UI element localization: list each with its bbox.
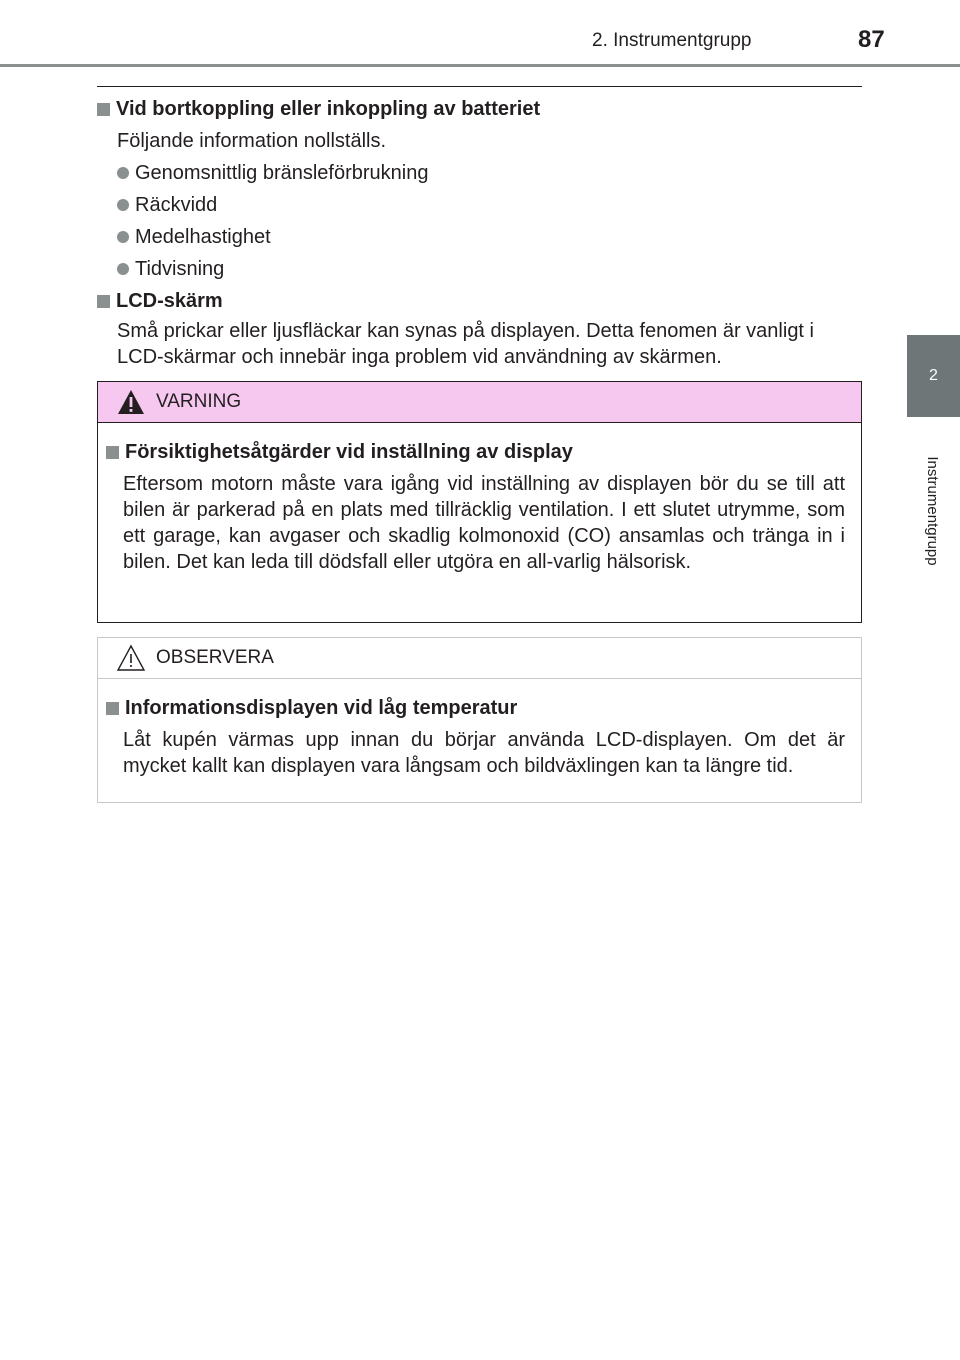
header-divider — [0, 64, 960, 67]
square-bullet-icon — [97, 103, 110, 116]
list-item — [117, 256, 862, 282]
list-item — [117, 192, 862, 218]
list-item-text: Tidvisning — [135, 258, 225, 280]
notice-header — [98, 638, 861, 679]
warning-label: VARNING — [156, 391, 242, 412]
chapter-tab-number: 2 — [929, 367, 938, 384]
main-content — [97, 96, 862, 370]
warning-heading-text: Försiktighetsåtgärder vid inställning av display — [125, 441, 573, 463]
warning-text: Eftersom motorn måste vara igång vid inställning av displayen bör du se till att bilen är parkerad på en plats med tillräcklig ventilation. I ett slutet utrymme, som ett garage, kan avgaser och skadlig kolmonoxid (CO) ansamlas och tränga in i bilen. Det kan leda till dödsfall eller utgöra en all-varlig hälsorisk. — [123, 473, 845, 573]
caution-triangle-icon — [116, 644, 146, 672]
notice-text: Låt kupén värmas upp innan du börjar använda LCD-displayen. Om det är mycket kallt kan displayen vara långsam och bildväxlingen kan ta längre tid. — [123, 729, 845, 777]
list-item — [117, 224, 862, 250]
section-divider — [97, 86, 862, 87]
list-item-text: Räckvidd — [135, 194, 218, 216]
section-heading-lcd — [97, 288, 862, 314]
warning-box — [97, 381, 862, 623]
round-bullet-icon — [117, 167, 129, 179]
warning-body — [98, 423, 861, 599]
notice-heading-text: Informationsdisplayen vid låg temperatur — [125, 697, 518, 719]
square-bullet-icon — [106, 446, 119, 459]
list-item — [117, 160, 862, 186]
section-heading-text: Vid bortkoppling eller inkoppling av batteriet — [116, 98, 541, 120]
square-bullet-icon — [106, 702, 119, 715]
round-bullet-icon — [117, 199, 129, 211]
notice-heading — [106, 695, 845, 721]
chapter-tab — [907, 335, 960, 417]
page-number: 87 — [858, 26, 885, 53]
list-item-text: Genomsnittlig bränsleförbrukning — [135, 162, 429, 184]
round-bullet-icon — [117, 263, 129, 275]
round-bullet-icon — [117, 231, 129, 243]
square-bullet-icon — [97, 295, 110, 308]
header-title: 2. Instrumentgrupp — [592, 30, 752, 51]
warning-triangle-icon — [116, 388, 146, 416]
list-item-text: Medelhastighet — [135, 226, 271, 248]
lcd-paragraph: Små prickar eller ljusfläckar kan synas på displayen. Detta fenomen är vanligt i LCD-skärmar och innebär inga problem vid användning av skärmen. — [117, 320, 814, 368]
notice-body — [98, 679, 861, 803]
warning-header — [98, 382, 861, 423]
notice-box — [97, 637, 862, 803]
battery-intro: Följande information nollställs. — [117, 130, 387, 152]
chapter-tab-label: Instrumentgrupp — [924, 456, 941, 566]
section-heading-battery — [97, 96, 862, 122]
warning-heading — [106, 439, 845, 465]
section-heading-text: LCD-skärm — [116, 290, 223, 312]
notice-label: OBSERVERA — [156, 647, 274, 668]
